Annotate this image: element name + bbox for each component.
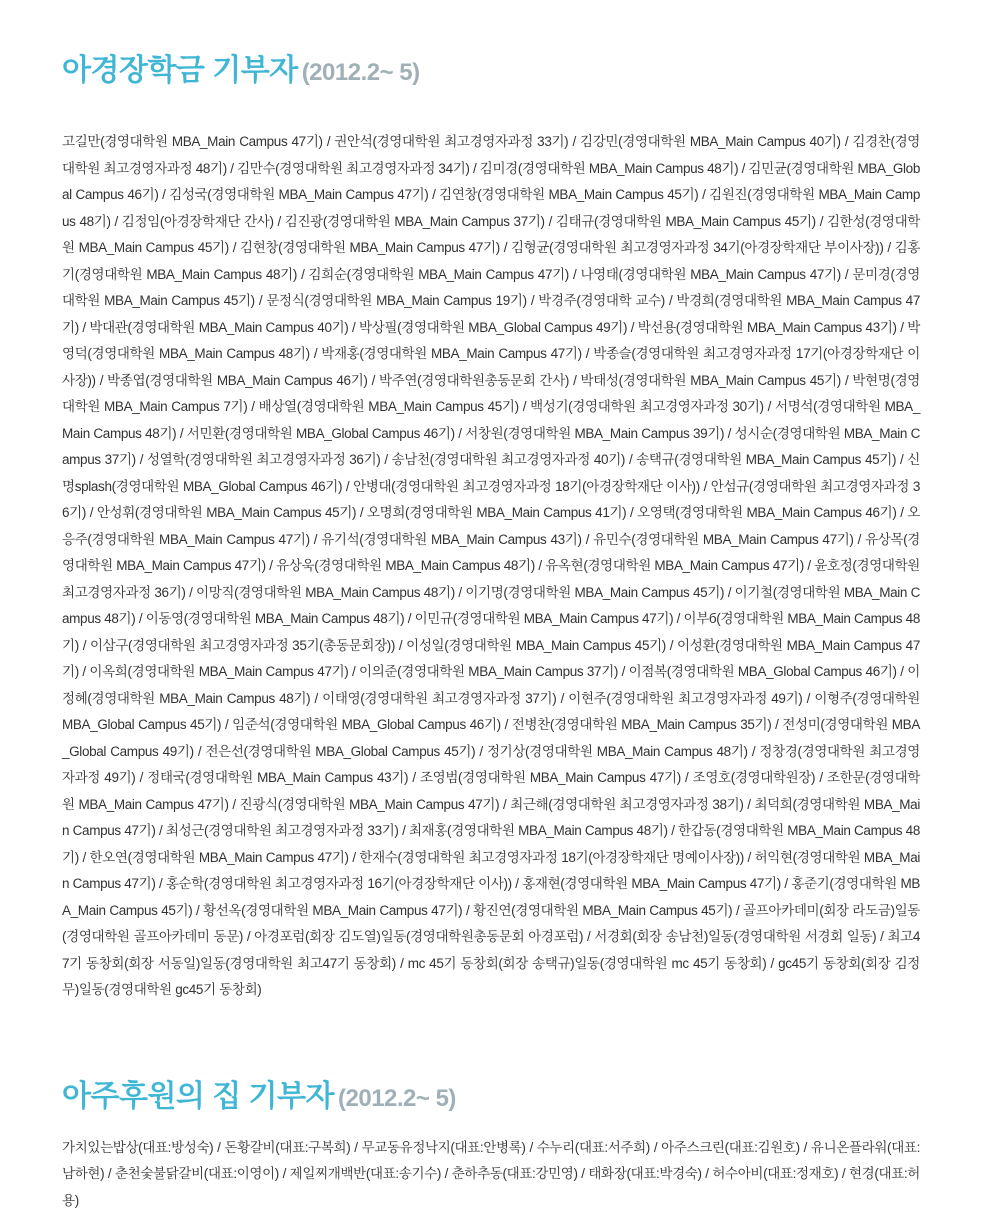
page-title-support-house — [62, 1078, 920, 1113]
section-title-main: 아주후원의 집 기부자 — [62, 1079, 334, 1113]
donor-list-support-house: 가치있는밥상(대표:방성숙) / 돈황갈비(대표:구복희) / 무교동유정낙지(대표:안병록) / 수누리(대표:서주희) / 아주스크린(대표:김원호) / 유니온플라워(대표:남하현) / 춘천숯불닭갈비(대표:이영이) / 제일찌개백반(대표:송기수) / 춘하추동(대표:강민영) / 태화장(대표:박경숙) / 허수아비(대표:정재호) / 현경(대표:허용) — [62, 1139, 920, 1208]
section-title-period: (2012.2~ 5) — [338, 1084, 456, 1112]
donor-list-scholarship: 고길만(경영대학원 MBA_Main Campus 47기) / 권안석(경영대학원 최고경영자과정 33기) / 김강민(경영대학원 MBA_Main Campus 40기) / 김경찬(경영대학원 최고경영자과정 48기) / 김만수(경영대학원 최고경영자과정 34기) / 김미경(경영대학원 MBA_Main Campus 48기) / 김민균(경영대학원 MBA_Global Campus 46기) / 김성국(경영대학원 MBA_Main Campus 47기) / 김연창(경영대학원 MBA_Main Campus 45기) / 김원진(경영대학원 MBA_Main Campus 48기) / 김정임(아경장학재단 간사) / 김진광(경영대학원 MBA_Main Campus 37기) / 김태규(경영대학원 MBA_Main Campus 45기) / 김한성(경영대학원 MBA_Main Campus 45기) / 김현창(경영대학원 MBA_Main Campus 47기) / 김형균(경영대학원 최고경영자과정 34기(아경장학재단 부이사장)) / 김홍기(경영대학원 MBA_Main Campus 48기) / 김희순(경영대학원 MBA_Main Campus 47기) / 나영태(경영대학원 MBA_Main Campus 47기) / 문미경(경영대학원 MBA_Main Campus 45기) / 문정식(경영대학원 MBA_Main Campus 19기) / 박경주(경영대학 교수) / 박경희(경영대학원 MBA_Main Campus 47기) / 박대관(경영대학원 MBA_Main Campus 40기) / 박상필(경영대학원 MBA_Global Campus 49기) / 박선용(경영대학원 MBA_Main Campus 43기) / 박영덕(경영대학원 MBA_Main Campus 48기) / 박재홍(경영대학원 MBA_Main Campus 47기) / 박종슬(경영대학원 최고경영자과정 17기(아경장학재단 이사장)) / 박종엽(경영대학원 MBA_Main Campus 46기) / 박주연(경영대학원총동문회 간사) / 박태성(경영대학원 MBA_Main Campus 45기) / 박현명(경영대학원 MBA_Main Campus 7기) / 배상열(경영대학원 MBA_Main Campus 45기) / 백성기(경영대학원 최고경영자과정 30기) / 서명석(경영대학원 MBA_Main Campus 48기) / 서민환(경영대학원 MBA_Global Campus 46기) / 서창원(경영대학원 MBA_Main Campus 39기) / 성시순(경영대학원 MBA_Main Campus 37기) / 성열학(경영대학원 최고경영자과정 36기) / 송남천(경영대학원 최고경영자과정 40기) / 송택규(경영대학원 MBA_Main Campus 45기) / 신명splash(경영대학원 MBA_Global Campus 46기) / 안병대(경영대학원 최고경영자과정 18기(아경장학재단 이사)) / 안섬규(경영대학원 최고경영자과정 36기) / 안성휘(경영대학원 MBA_Main Campus 45기) / 오명희(경영대학원 MBA_Main Campus 41기) / 오영택(경영대학원 MBA_Main Campus 46기) / 오응주(경영대학원 MBA_Main Campus 47기) / 유기석(경영대학원 MBA_Main Campus 43기) / 유민수(경영대학원 MBA_Main Campus 47기) / 유상목(경영대학원 MBA_Main Campus 47기) / 유상욱(경영대학원 MBA_Main Campus 48기) / 유옥현(경영대학원 MBA_Main Campus 47기) / 윤호정(경영대학원 최고경영자과정 36기) / 이망직(경영대학원 MBA_Main Campus 48기) / 이기명(경영대학원 MBA_Main Campus 45기) / 이기철(경영대학원 MBA_Main Campus 48기) / 이동영(경영대학원 MBA_Main Campus 48기) / 이민규(경영대학원 MBA_Main Campus 47기) / 이부б(경영대학원 MBA_Main Campus 48기) / 이삼구(경영대학원 최고경영자과정 35기(총동문회장)) / 이성일(경영대학원 MBA_Main Campus 45기) / 이성환(경영대학원 MBA_Main Campus 47기) / 이옥희(경영대학원 MBA_Main Campus 47기) / 이의준(경영대학원 MBA_Main Campus 37기) / 이점복(경영대학원 MBA_Global Campus 46기) / 이정혜(경영대학원 MBA_Main Campus 48기) / 이태영(경영대학원 최고경영자과정 37기) / 이현주(경영대학원 최고경영자과정 49기) / 이형주(경영대학원 MBA_Global Campus 45기) / 임준석(경영대학원 MBA_Global Campus 46기) / 전병찬(경영대학원 MBA_Main Campus 35기) / 전성미(경영대학원 MBA_Global Campus 49기) / 전은선(경영대학원 MBA_Global Campus 45기) / 정기상(경영대학원 MBA_Main Campus 48기) / 정창경(경영대학원 최고경영자과정 49기) / 정태국(경영대학원 MBA_Main Campus 43기) / 조영범(경영대학원 MBA_Main Campus 47기) / 조영호(경영대학원장) / 조한문(경영대학원 MBA_Main Campus 47기) / 진광식(경영대학원 MBA_Main Campus 47기) / 최근해(경영대학원 최고경영자과정 38기) / 최덕희(경영대학원 MBA_Main Campus 47기) / 최성근(경영대학원 최고경영자과정 33기) / 최재홍(경영대학원 MBA_Main Campus 48기) / 한갑동(경영대학원 MBA_Main Campus 48기) / 한오연(경영대학원 MBA_Main Campus 47기) / 한재수(경영대학원 최고경영자과정 18기(아경장학재단 명예이사장)) / 허익현(경영대학원 MBA_Main Campus 47기) / 홍순학(경영대학원 최고경영자과정 16기(아경장학재단 이사)) / 홍재현(경영대학원 MBA_Main Campus 47기) / 홍준기(경영대학원 MBA_Main Campus 45기) / 황선옥(경영대학원 MBA_Main Campus 47기) / 황진연(경영대학원 MBA_Main Campus 45기) / 골프아카데미(회장 라도금)일동(경영대학원 골프아카데미 동문) / 아경포럼(회장 김도열)일동(경영대학원총동문회 아경포럼) / 서경회(회장 송남천)일동(경영대학원 서경회 일동) / 최고47기 동창회(회장 서동일)일동(경영대학원 최고47기 동창회) / mc 45기 동창회(회장 송택규)일동(경영대학원 mc 45기 동창회) / gc45기 동창회(회장 김정무)일동(경영대학원 gc45기 동창회) — [62, 134, 920, 998]
section-title-period: (2012.2~ 5) — [301, 59, 420, 86]
section-support-house-donors — [0, 1004, 982, 1214]
section-title-main: 아경장학금 기부자 — [62, 54, 298, 87]
page-title-scholarship — [62, 52, 920, 87]
